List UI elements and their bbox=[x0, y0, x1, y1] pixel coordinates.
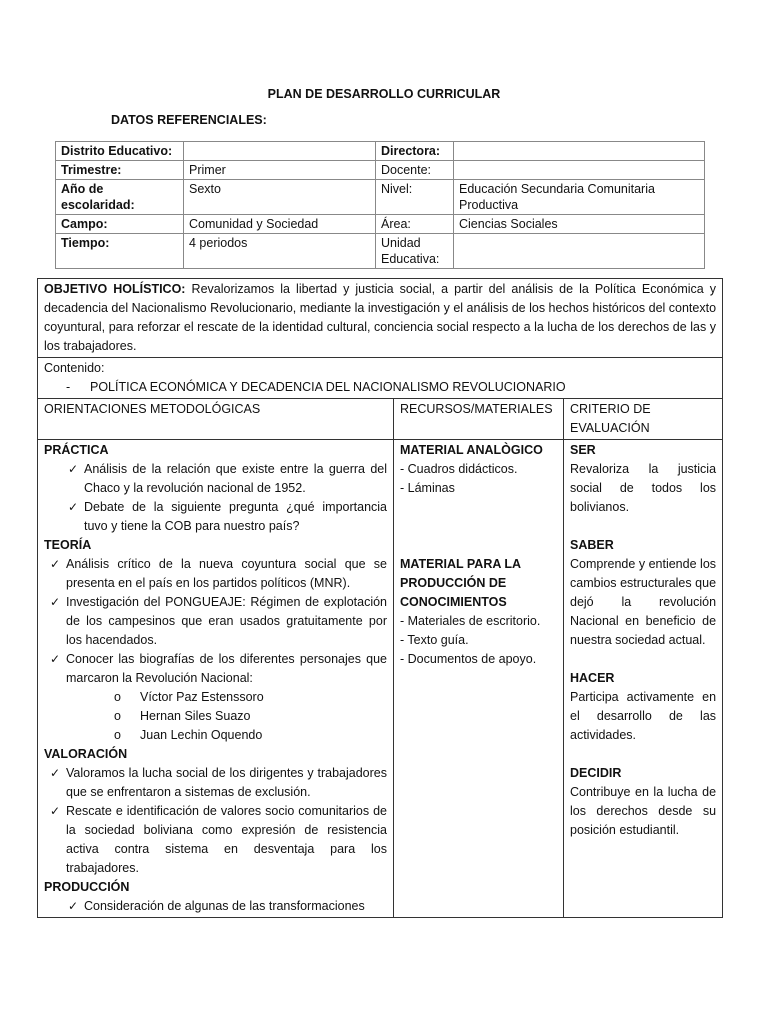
dash-bullet-icon: - bbox=[66, 380, 71, 394]
produccion-title: PRODUCCIÓN bbox=[44, 880, 130, 894]
anio-value: Sexto bbox=[184, 180, 376, 215]
objective-label: OBJETIVO HOLÍSTICO: bbox=[44, 282, 186, 296]
docente-value bbox=[454, 161, 705, 180]
content-label: Contenido: bbox=[44, 361, 105, 375]
list-item-text: Juan Lechin Oquendo bbox=[140, 728, 263, 742]
list-item bbox=[44, 688, 387, 707]
practica-title: PRÁCTICA bbox=[44, 443, 109, 457]
table-row bbox=[56, 161, 705, 180]
list-item: - Texto guía. bbox=[400, 633, 469, 647]
tiempo-label: Tiempo: bbox=[56, 234, 184, 269]
list-item-text: Consideración de algunas de las transformaciones bbox=[84, 899, 365, 913]
header-criterio: CRITERIO DE EVALUACIÓN bbox=[564, 399, 723, 440]
decidir-text: Contribuye en la lucha de los derechos desde su posición estudiantil. bbox=[570, 785, 717, 837]
circle-bullet-icon: o bbox=[114, 728, 121, 742]
orientaciones-cell bbox=[38, 440, 394, 918]
area-value: Ciencias Sociales bbox=[454, 215, 705, 234]
objective-cell bbox=[38, 279, 723, 358]
table-row bbox=[56, 215, 705, 234]
area-label: Área: bbox=[376, 215, 454, 234]
campo-label: Campo: bbox=[56, 215, 184, 234]
list-item bbox=[44, 498, 387, 536]
tiempo-value: 4 periodos bbox=[184, 234, 376, 269]
recursos-cell bbox=[394, 440, 564, 918]
hacer-title: HACER bbox=[570, 671, 615, 685]
checkmark-icon: ✓ bbox=[50, 557, 61, 571]
material-analogico-title: MATERIAL ANALÒGICO bbox=[400, 443, 543, 457]
list-item bbox=[44, 555, 387, 593]
saber-title: SABER bbox=[570, 538, 614, 552]
teoria-title: TEORÍA bbox=[44, 538, 92, 552]
header-orientaciones: ORIENTACIONES METODOLÓGICAS bbox=[38, 399, 394, 440]
unidad-value bbox=[454, 234, 705, 269]
list-item-text: Víctor Paz Estenssoro bbox=[140, 690, 264, 704]
checkmark-icon: ✓ bbox=[50, 804, 61, 818]
nivel-value: Educación Secundaria Comunitaria Productiva bbox=[454, 180, 705, 215]
list-item bbox=[44, 726, 387, 745]
circle-bullet-icon: o bbox=[114, 690, 121, 704]
list-item-text: Debate de la siguiente pregunta ¿qué importancia tuvo y tiene la COB para nuestro país? bbox=[84, 500, 387, 533]
list-item-text: Investigación del PONGUEAJE: Régimen de explotación de los campesinos que eran usados gratuitamente por los hacendados. bbox=[66, 595, 387, 647]
directora-value bbox=[454, 142, 705, 161]
table-row bbox=[56, 180, 705, 215]
list-item-text: Rescate e identificación de valores socio comunitarios de la sociedad boliviana como expresión de resistencia activa contra sistema en desventaja para los trabajadores. bbox=[66, 804, 387, 875]
section-subtitle: DATOS REFERENCIALES: bbox=[111, 113, 267, 127]
list-item-text: Hernan Siles Suazo bbox=[140, 709, 251, 723]
checkmark-icon: ✓ bbox=[50, 652, 61, 666]
circle-bullet-icon: o bbox=[114, 709, 121, 723]
list-item-text: Análisis crítico de la nueva coyuntura social que se presenta en el país en los partidos políticos (MNR). bbox=[66, 557, 387, 590]
document-title: PLAN DE DESARROLLO CURRICULAR bbox=[267, 87, 501, 101]
distrito-label: Distrito Educativo: bbox=[56, 142, 184, 161]
list-item bbox=[44, 897, 387, 916]
checkmark-icon: ✓ bbox=[68, 462, 79, 476]
list-item: - Documentos de apoyo. bbox=[400, 652, 537, 666]
unidad-label: Unidad Educativa: bbox=[376, 234, 454, 269]
table-row bbox=[56, 142, 705, 161]
content-item bbox=[44, 378, 716, 397]
trimestre-value: Primer bbox=[184, 161, 376, 180]
content-row bbox=[38, 358, 723, 399]
directora-label: Directora: bbox=[376, 142, 454, 161]
objective-row bbox=[38, 279, 723, 358]
campo-value: Comunidad y Sociedad bbox=[184, 215, 376, 234]
list-item: - Cuadros didácticos. bbox=[400, 462, 518, 476]
nivel-label: Nivel: bbox=[376, 180, 454, 215]
list-item bbox=[44, 802, 387, 878]
checkmark-icon: ✓ bbox=[50, 766, 61, 780]
valoracion-title: VALORACIÓN bbox=[44, 747, 128, 761]
checkmark-icon: ✓ bbox=[50, 595, 61, 609]
list-item: - Láminas bbox=[400, 481, 455, 495]
list-item bbox=[44, 707, 387, 726]
curriculum-plan-table bbox=[37, 278, 723, 918]
saber-text: Comprende y entiende los cambios estructurales que dejó la revolución Nacional en beneficio de nuestra sociedad actual. bbox=[570, 557, 717, 647]
list-item-text: Análisis de la relación que existe entre la guerra del Chaco y la revolución nacional de 1952. bbox=[84, 462, 387, 495]
body-row bbox=[38, 440, 723, 918]
content-cell bbox=[38, 358, 723, 399]
hacer-text: Participa activamente en el desarrollo de las actividades. bbox=[570, 690, 717, 742]
list-item-text: Conocer las biografías de los diferentes personajes que marcaron la Revolución Nacional: bbox=[66, 652, 387, 685]
ser-text: Revaloriza la justicia social de todos los bolivianos. bbox=[570, 462, 717, 514]
list-item bbox=[44, 650, 387, 688]
checkmark-icon: ✓ bbox=[68, 500, 79, 514]
decidir-title: DECIDIR bbox=[570, 766, 622, 780]
anio-label: Año de escolaridad: bbox=[56, 180, 184, 215]
trimestre-label: Trimestre: bbox=[56, 161, 184, 180]
content-item-text: POLÍTICA ECONÓMICA Y DECADENCIA DEL NACIONALISMO REVOLUCIONARIO bbox=[90, 380, 566, 394]
list-item: - Materiales de escritorio. bbox=[400, 614, 541, 628]
list-item bbox=[44, 764, 387, 802]
list-item-text: Valoramos la lucha social de los dirigentes y trabajadores que se enfrentaron a sistemas de exclusión. bbox=[66, 766, 387, 799]
distrito-value bbox=[184, 142, 376, 161]
criterio-cell bbox=[564, 440, 723, 918]
objective-text: Revalorizamos la libertad y justicia social, a partir del análisis de la Política Económica y decadencia del Nacionalismo Revolucionario, mediante la investigación y el análisis de los hechos históricos del contexto coyuntural, para reforzar el rescate de la identidad cultural, conciencia social respecto a la lucha de los derechos de las y los trabajadores. bbox=[44, 282, 717, 353]
material-produccion-title: MATERIAL PARA LA PRODUCCIÓN DE CONOCIMIENTOS bbox=[400, 557, 521, 609]
docente-label: Docente: bbox=[376, 161, 454, 180]
checkmark-icon: ✓ bbox=[68, 899, 79, 913]
table-row bbox=[56, 234, 705, 269]
list-item bbox=[44, 460, 387, 498]
header-recursos: RECURSOS/MATERIALES bbox=[394, 399, 564, 440]
list-item bbox=[44, 593, 387, 650]
ser-title: SER bbox=[570, 443, 596, 457]
reference-data-table bbox=[55, 141, 705, 269]
header-row bbox=[38, 399, 723, 440]
